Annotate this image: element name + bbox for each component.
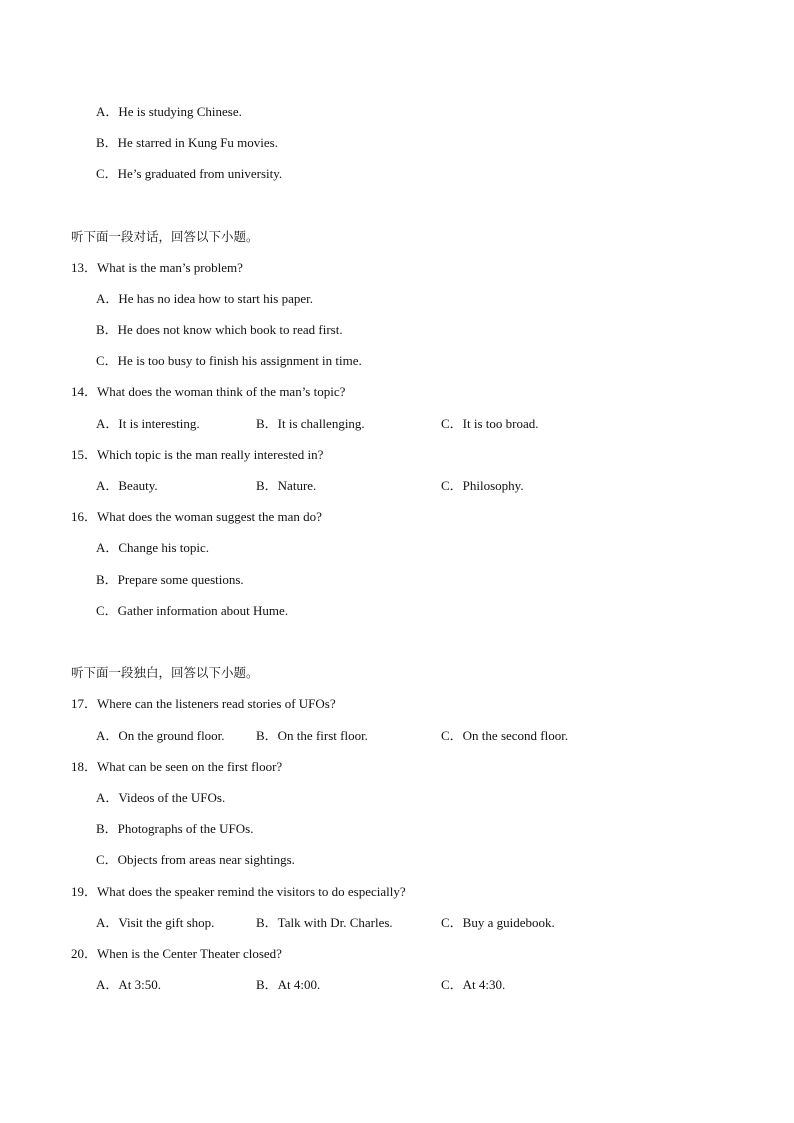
question-13: 13．What is the man’s problem? xyxy=(71,260,243,275)
question-14: 14．What does the woman think of the man’s topic? xyxy=(71,384,346,399)
q14-option-c: C．It is too broad. xyxy=(441,416,539,431)
q17-option-b: B．On the first floor. xyxy=(256,728,368,743)
prev-option-b: B．He starred in Kung Fu movies. xyxy=(96,135,278,150)
prev-option-c: C．He’s graduated from university. xyxy=(96,166,283,181)
q15-option-c: C．Philosophy. xyxy=(441,478,524,493)
q15-option-b: B．Nature. xyxy=(256,478,317,493)
q17-option-a: A．On the ground floor. xyxy=(96,728,225,743)
question-20: 20．When is the Center Theater closed? xyxy=(71,946,282,961)
q15-option-a: A．Beauty. xyxy=(96,478,158,493)
question-18: 18．What can be seen on the first floor? xyxy=(71,759,283,774)
q18-option-c: C．Objects from areas near sightings. xyxy=(96,852,295,867)
q20-option-c: C．At 4:30. xyxy=(441,977,506,992)
q16-option-a: A．Change his topic. xyxy=(96,540,210,555)
q16-option-c: C．Gather information about Hume. xyxy=(96,603,289,618)
q17-option-c: C．On the second floor. xyxy=(441,728,569,743)
q19-option-a: A．Visit the gift shop. xyxy=(96,915,215,930)
q20-option-a: A．At 3:50. xyxy=(96,977,162,992)
q18-option-b: B．Photographs of the UFOs. xyxy=(96,821,254,836)
q19-option-c: C．Buy a guidebook. xyxy=(441,915,555,930)
question-15: 15．Which topic is the man really interested in? xyxy=(71,447,324,462)
q13-option-a: A．He has no idea how to start his paper. xyxy=(96,291,313,306)
question-19: 19．What does the speaker remind the visitors to do especially? xyxy=(71,884,406,899)
section-instruction-dialogue: 听下面一段对话，回答以下小题。 xyxy=(71,229,259,244)
section-instruction-monologue: 听下面一段独白，回答以下小题。 xyxy=(71,665,259,680)
q16-option-b: B．Prepare some questions. xyxy=(96,572,244,587)
q20-option-b: B．At 4:00. xyxy=(256,977,321,992)
q19-option-b: B．Talk with Dr. Charles. xyxy=(256,915,393,930)
q14-option-b: B．It is challenging. xyxy=(256,416,365,431)
q14-option-a: A．It is interesting. xyxy=(96,416,200,431)
question-16: 16．What does the woman suggest the man do? xyxy=(71,509,322,524)
q13-option-c: C．He is too busy to finish his assignment in time. xyxy=(96,353,362,368)
prev-option-a: A．He is studying Chinese. xyxy=(96,104,242,119)
q18-option-a: A．Videos of the UFOs. xyxy=(96,790,226,805)
question-17: 17．Where can the listeners read stories of UFOs? xyxy=(71,696,336,711)
q13-option-b: B．He does not know which book to read first. xyxy=(96,322,343,337)
